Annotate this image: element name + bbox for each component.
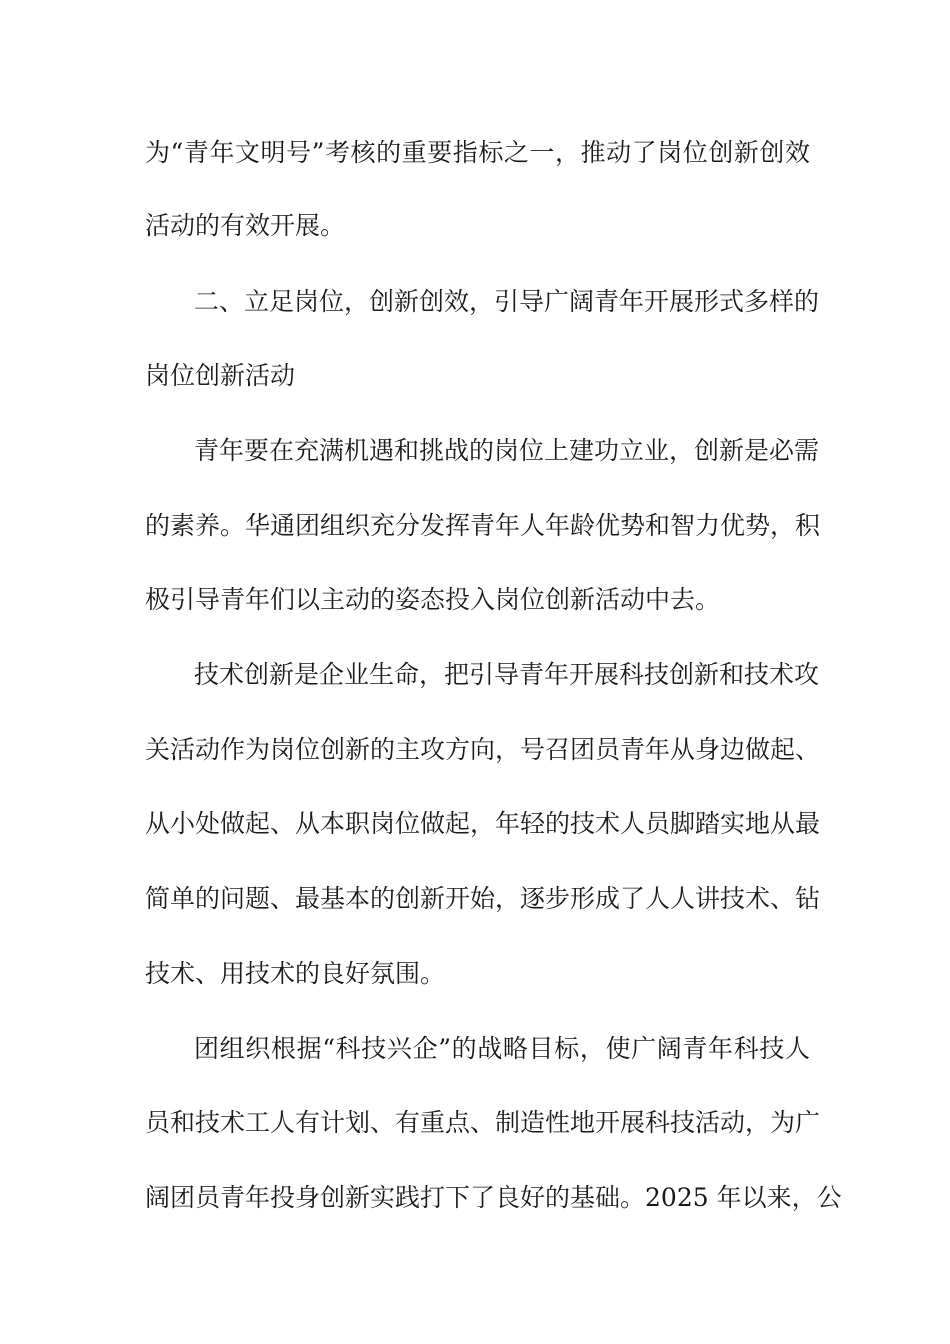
text-line: 关活动作为岗位创新的主攻方向，号召团员青年从身边做起、 bbox=[145, 735, 821, 764]
text-line: 阔团员青年投身创新实践打下了良好的基础。2025 年以来，公 bbox=[145, 1183, 842, 1212]
text-line: 极引导青年们以主动的姿态投入岗位创新活动中去。 bbox=[145, 585, 721, 614]
text-line: 技术、用技术的良好氛围。 bbox=[145, 959, 446, 988]
text-line: 员和技术工人有计划、有重点、制造性地开展科技活动，为广 bbox=[145, 1108, 821, 1137]
section-heading-line: 岗位创新活动 bbox=[145, 361, 296, 390]
text-line: 技术创新是企业生命，把引导青年开展科技创新和技术攻 bbox=[194, 660, 820, 689]
text-line: 从小处做起、从本职岗位做起，年轻的技术人员脚踏实地从最 bbox=[145, 809, 821, 838]
text-line: 简单的问题、最基本的创新开始，逐步形成了人人讲技术、钻 bbox=[145, 884, 821, 913]
text-line: 为“青年文明号”考核的重要指标之一，推动了岗位创新创效 bbox=[145, 138, 810, 167]
text-line: 活动的有效开展。 bbox=[145, 211, 346, 240]
section-heading-line: 二、立足岗位，创新创效，引导广阔青年开展形式多样的 bbox=[194, 287, 820, 316]
text-line: 团组织根据“科技兴企”的战略目标，使广阔青年科技人 bbox=[194, 1034, 810, 1063]
text-line: 的素养。华通团组织充分发挥青年人年龄优势和智力优势，积 bbox=[145, 511, 821, 540]
text-line: 青年要在充满机遇和挑战的岗位上建功立业，创新是必需 bbox=[194, 436, 820, 465]
